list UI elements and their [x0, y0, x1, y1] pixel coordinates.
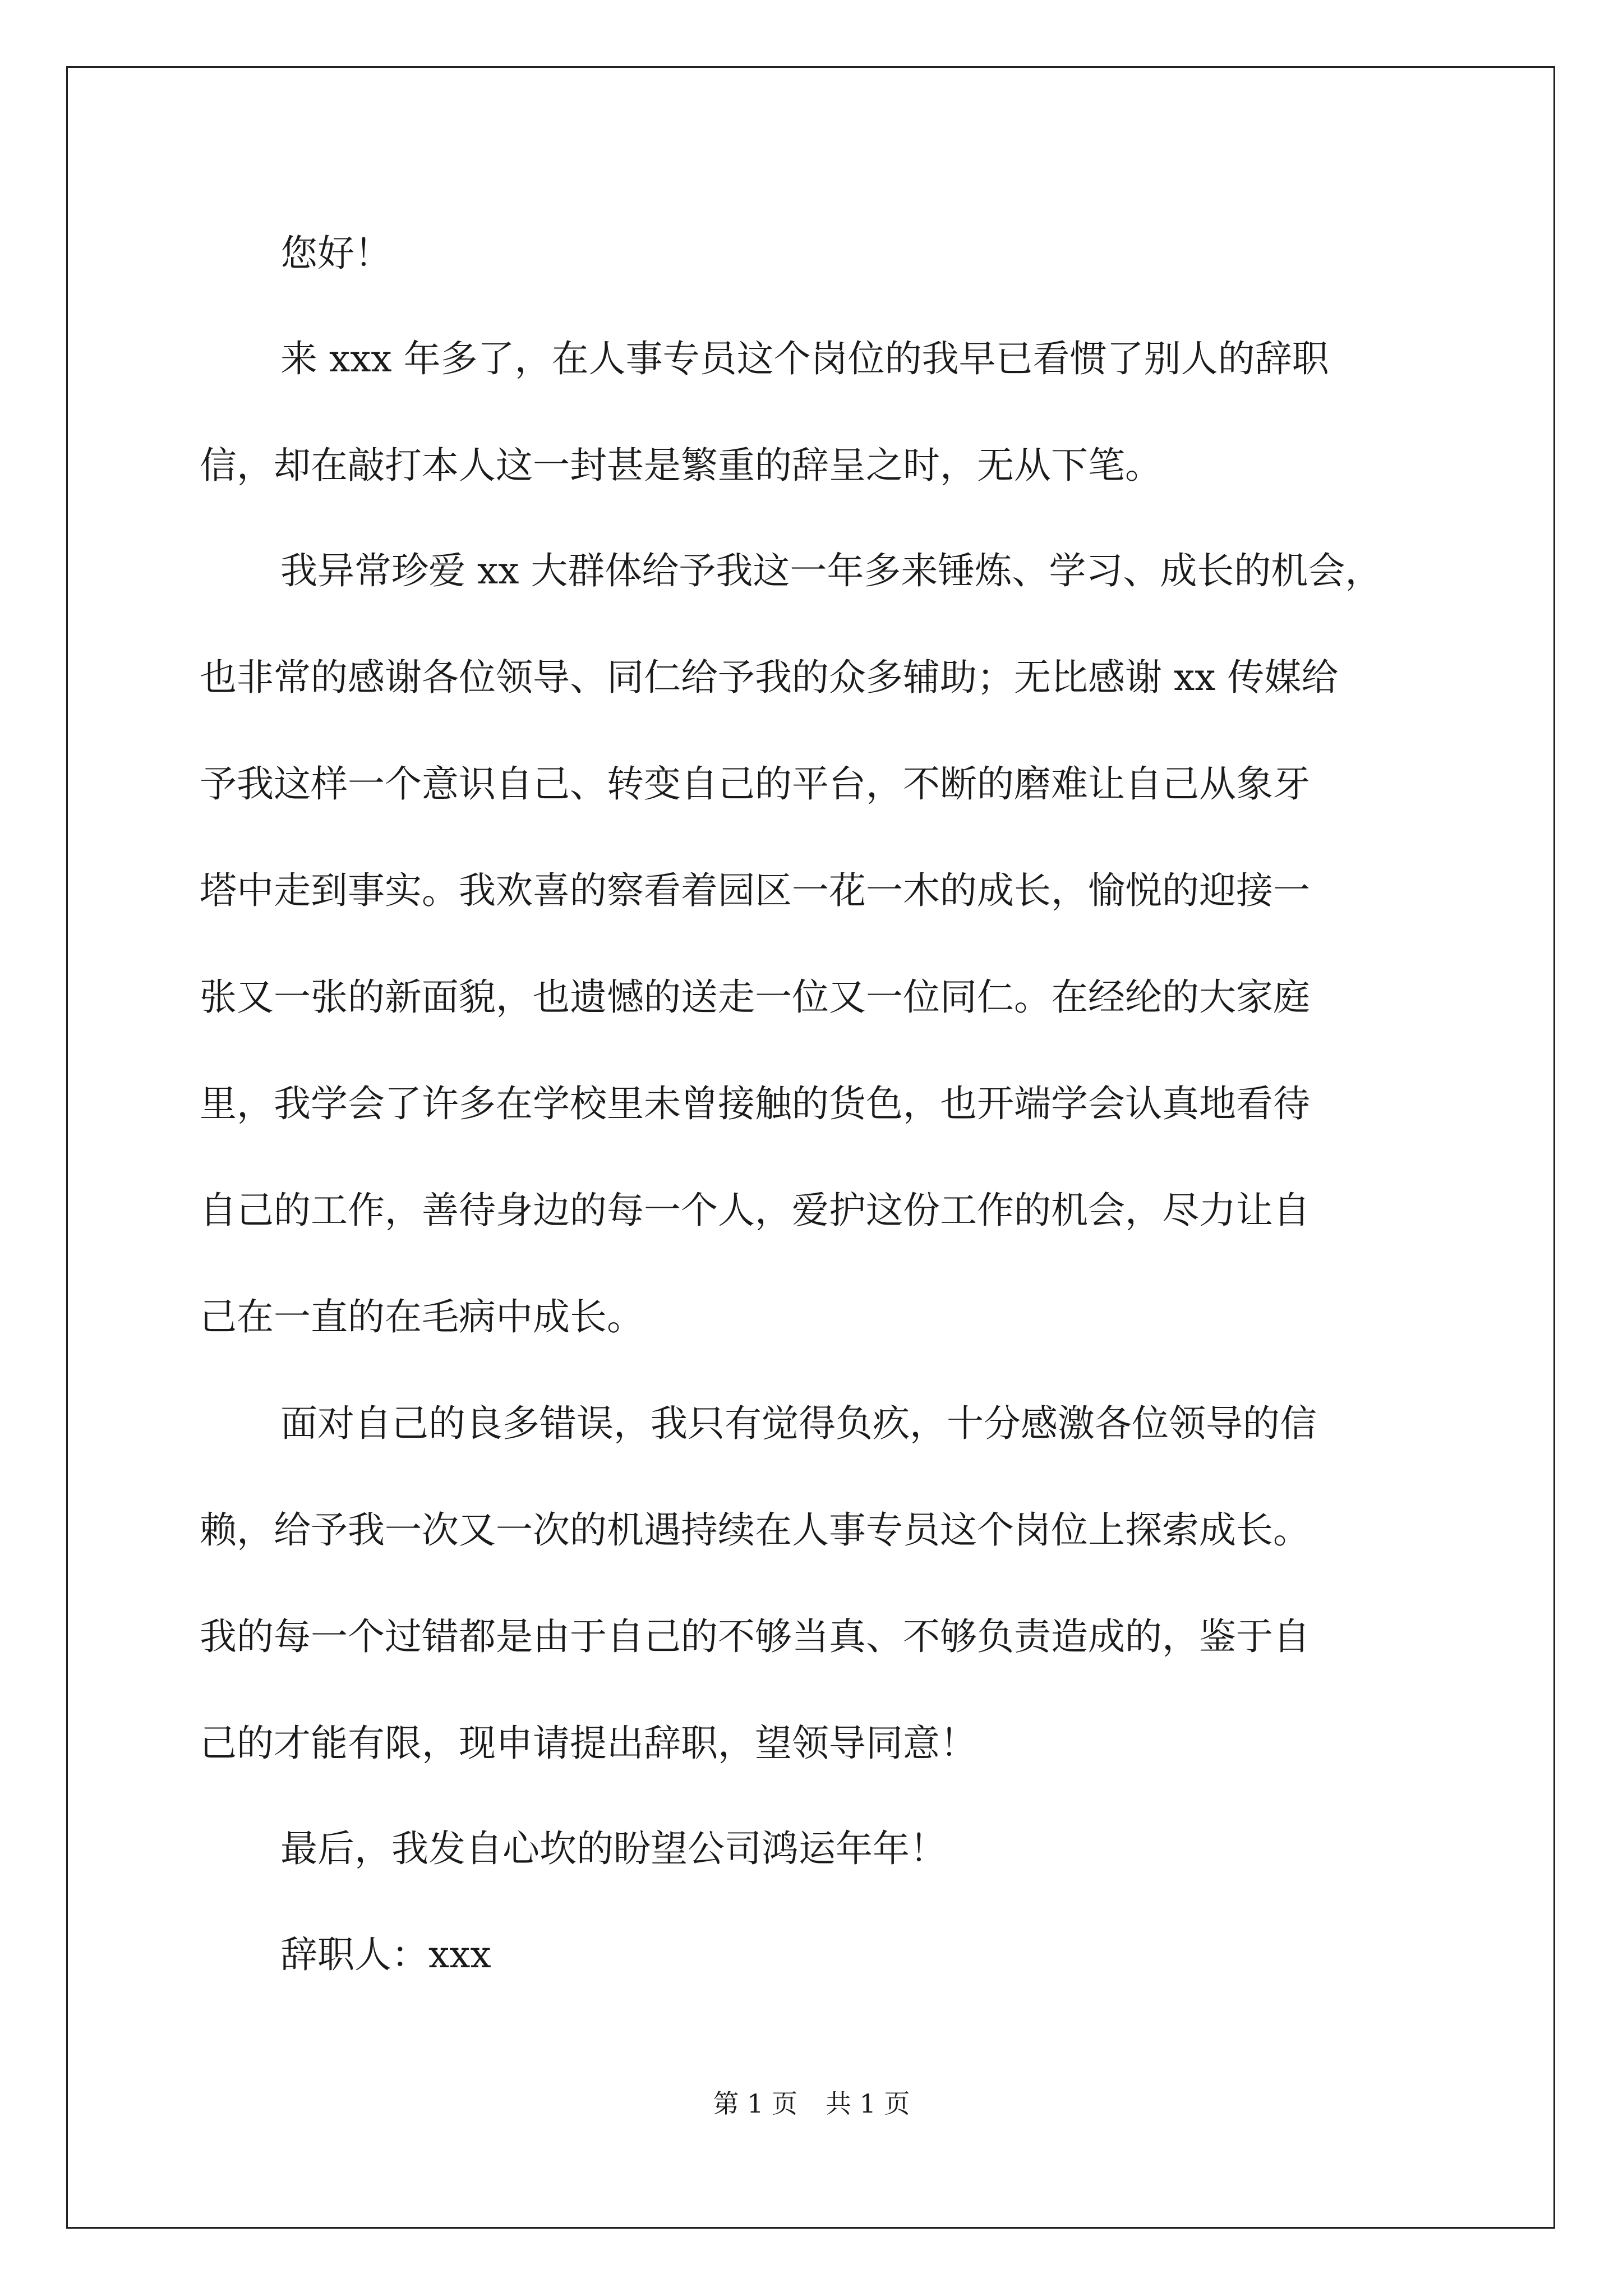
text-line: 里，我学会了许多在学校里未曾接触的货色，也开端学会认真地看待 [200, 1082, 1310, 1125]
text-line: 来 xxx 年多了，在人事专员这个岗位的我早已看惯了别人的辞职 [280, 337, 1329, 380]
text-line: 张又一张的新面貌，也遗憾的送走一位又一位同仁。在经纶的大家庭 [200, 976, 1310, 1019]
signature: 辞职人：xxx [280, 1933, 491, 1976]
text-line: 己的才能有限，现申请提出辞职，望领导同意！ [200, 1722, 977, 1765]
text-line: 面对自己的良多错误，我只有觉得负疚，十分感激各位领导的信 [280, 1402, 1317, 1445]
text-line: 我异常珍爱 xx 大群体给予我这一年多来锤炼、学习、成长的机会， [280, 549, 1382, 592]
text-line: 予我这样一个意识自己、转变自己的平台，不断的磨难让自己从象牙 [200, 762, 1310, 806]
page-count: 共 1 页 [826, 2088, 910, 2119]
text-line: 信，却在敲打本人这一封甚是繁重的辞呈之时，无从下笔。 [200, 444, 1162, 487]
page-footer [0, 2087, 1623, 2120]
greeting: 您好！ [280, 232, 391, 275]
text-line: 己在一直的在毛病中成长。 [200, 1295, 644, 1338]
text-line: 塔中走到事实。我欢喜的察看着园区一花一木的成长，愉悦的迎接一 [200, 869, 1310, 912]
text-line: 赖，给予我一次又一次的机遇持续在人事专员这个岗位上探索成长。 [200, 1508, 1310, 1552]
text-line: 自己的工作，善待身边的每一个人，爱护这份工作的机会，尽力让自 [200, 1189, 1310, 1232]
text-line: 也非常的感谢各位领导、同仁给予我的众多辅助；无比感谢 xx 传媒给 [200, 656, 1339, 699]
text-line: 最后，我发自心坎的盼望公司鸿运年年！ [280, 1827, 947, 1870]
page-border [66, 66, 1555, 2229]
text-line: 我的每一个过错都是由于自己的不够当真、不够负责造成的，鉴于自 [200, 1615, 1310, 1658]
page-number: 第 1 页 [713, 2088, 797, 2119]
